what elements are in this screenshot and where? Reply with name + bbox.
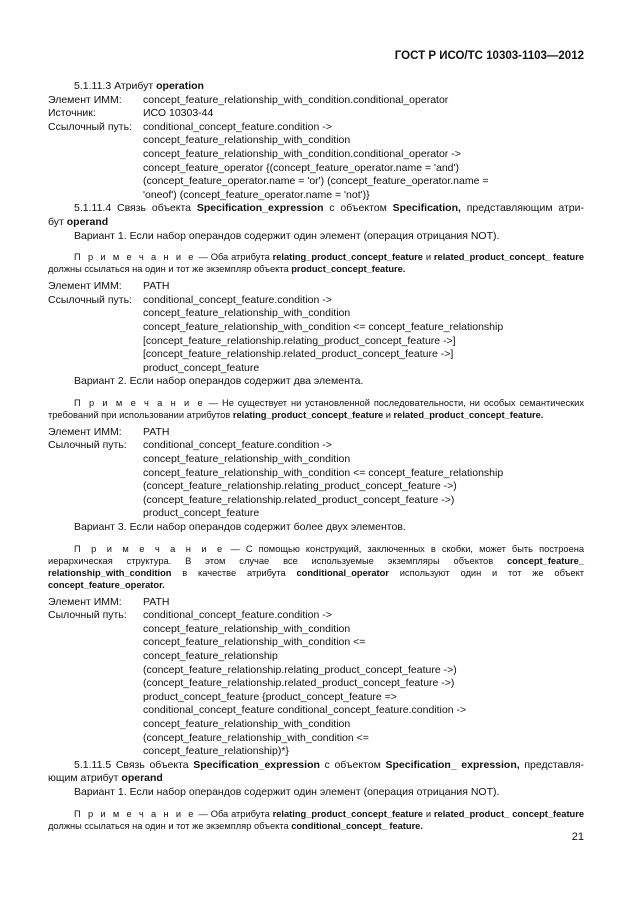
section-heading-cont: бут operand [48, 215, 109, 228]
path-line: concept_feature_relationship_with_condition.conditional_operator -> [143, 147, 461, 160]
ref-path-row: Сылочный путь: conditional_concept_feature.condition -> concept_feature_relationship_with_condition concept_feature_relationship_with_condition <= concept_feature_relationship (concept_feature_relationship.relating_product_concept_feature ->) (concept_feature_relationship.related_product_concept_feature ->) product_concept_feature [48, 439, 584, 521]
path-line: (concept_feature_operator.name = 'or') (concept_feature_operator.name = [143, 175, 489, 188]
path-line: concept_feature_relationship_with_condition [143, 453, 351, 466]
imm-row: Элемент ИММ: PATH [48, 280, 170, 293]
path-line: concept_feature_operator {(concept_feature_operator.name = 'and') [143, 161, 460, 174]
section-heading-cont: ющим атрибут operand [48, 772, 163, 785]
note: П р и м е ч а н и е — Оба атрибута relating_product_concept_feature и related_product_ concept_feature должны ссылаться на один и тот же экземпляр объекта conditional_concept_ feature. [48, 808, 585, 831]
path-line: (concept_feature_relationship.related_product_concept_feature ->) [143, 677, 455, 690]
path-line: concept_feature_relationship_with_condition <= concept_feature_relationship [143, 320, 504, 333]
document-header: ГОСТ Р ИСО/ТС 10303-1103—2012 [394, 50, 584, 62]
path-line: concept_feature_relationship_with_condition [143, 622, 351, 635]
variant-text: Вариант 1. Если набор операндов содержит один элемент (операция отрицания NOT). [74, 785, 500, 798]
path-line: (concept_feature_relationship_with_condition <= [143, 731, 369, 744]
ref-path-row: Ссылочный путь: conditional_concept_feature.condition -> concept_feature_relationship_with_condition concept_feature_relationship_with_condition.conditional_operator -> concept_feature_operator {(concept_feature_operator.name = 'and') (concept_feature_operator.name = 'or') (concept_feature_operator.name = 'oneof') (concept_feature_operator.name = 'not')} [48, 121, 584, 203]
path-line: conditional_concept_feature conditional_concept_feature.condition -> [143, 704, 467, 717]
path-line: concept_feature_relationship [143, 650, 278, 662]
source-row: Источник: ИСО 10303-44 [48, 107, 214, 120]
path-line: conditional_concept_feature.condition -> [143, 439, 332, 452]
path-line: [concept_feature_relationship.related_product_concept_feature ->] [143, 348, 454, 361]
path-line: product_concept_feature [143, 507, 260, 520]
page-content [48, 80, 584, 837]
path-line: concept_feature_relationship_with_condition [143, 307, 351, 320]
variant-text: Вариант 3. Если набор операндов содержит более двух элементов. [74, 521, 406, 534]
path-line: conditional_concept_feature.condition -> [143, 120, 332, 133]
ref-path-row: Ссылочный путь: conditional_concept_feature.condition -> concept_feature_relationship_with_condition concept_feature_relationship_with_condition <= concept_feature_relationship [concept_feature_relationship.relating_product_concept_feature ->] [concept_feature_relationship.related_product_concept_feature ->] product_concept_feature [48, 294, 584, 376]
path-line: (concept_feature_relationship.related_product_concept_feature ->) [143, 493, 455, 506]
path-line: concept_feature_relationship_with_condition <= [143, 636, 366, 649]
note: П р и м е ч а н и е — Оба атрибута relating_product_concept_feature и related_product_concept_ feature должны ссылаться на один и тот же экземпляр объекта product_concept_feature. [48, 252, 585, 275]
imm-row: Элемент ИММ: concept_feature_relationship_with_condition.conditional_operator [48, 93, 449, 106]
path-line: (concept_feature_relationship.relating_product_concept_feature ->) [143, 480, 457, 493]
section-heading: 5.1.11.4 Связь объекта Specification_expression с объектом Specification, представляющим атри- [74, 202, 584, 215]
section-heading: 5.1.11.5 Связь объекта Specification_expression с объектом Specification_ expression, представля- [74, 758, 585, 771]
note: П р и м е ч а н и е — Не существует ни установленной последовательности, ни особых семантических требований при использовании атрибутов relating_product_concept_feature и related_product_concept_feature. [48, 397, 585, 420]
path-line: 'oneof') (concept_feature_operator.name = 'not')} [143, 188, 370, 201]
page-number: 21 [571, 831, 584, 843]
path-line: conditional_concept_feature.condition -> [143, 609, 332, 622]
path-line: [concept_feature_relationship.relating_product_concept_feature ->] [143, 334, 456, 347]
variant-text: Вариант 2. Если набор операндов содержит два элемента. [74, 375, 364, 388]
variant-text: Вариант 1. Если набор операндов содержит один элемент (операция отрицания NOT). [74, 229, 500, 242]
path-line: product_concept_feature [143, 361, 260, 374]
imm-row: Элемент ИММ: PATH [48, 595, 170, 608]
path-line: product_concept_feature {product_concept_feature => [143, 690, 397, 703]
path-line: concept_feature_relationship_with_condition <= concept_feature_relationship [143, 466, 504, 479]
path-line: conditional_concept_feature.condition -> [143, 293, 332, 306]
note: П р и м е ч а н и е — С помощью конструкций, заключенных в скобки, может быть построена иерархическая структура. В этом случае все используемые экземпляры объектов concept_feature_ relationship_with_condition в качестве атрибута conditional_operator используют один и тот же объект concept_feature_operator. [48, 543, 585, 590]
path-line: concept_feature_relationship_with_condition [143, 717, 351, 730]
path-line: concept_feature_relationship_with_condition [143, 134, 351, 147]
section-heading: 5.1.11.3 Атрибут operation [74, 80, 204, 92]
ref-path-row: Сылочный путь: conditional_concept_feature.condition -> concept_feature_relationship_with_condition concept_feature_relationship_with_condition <= concept_feature_relationship (concept_feature_relationship.relating_product_concept_feature ->) (concept_feature_relationship.related_product_concept_feature ->) product_concept_feature {product_concept_feature => conditional_concept_feature conditional_concept_feature.condition -> concept_feature_relationship_with_condition (concept_feature_relationship_with_condition <= concept_feature_relationship)*} [48, 609, 584, 759]
path-line: concept_feature_relationship)*} [143, 745, 289, 758]
imm-row: Элемент ИММ: PATH [48, 425, 170, 438]
path-line: (concept_feature_relationship.relating_product_concept_feature ->) [143, 663, 457, 676]
